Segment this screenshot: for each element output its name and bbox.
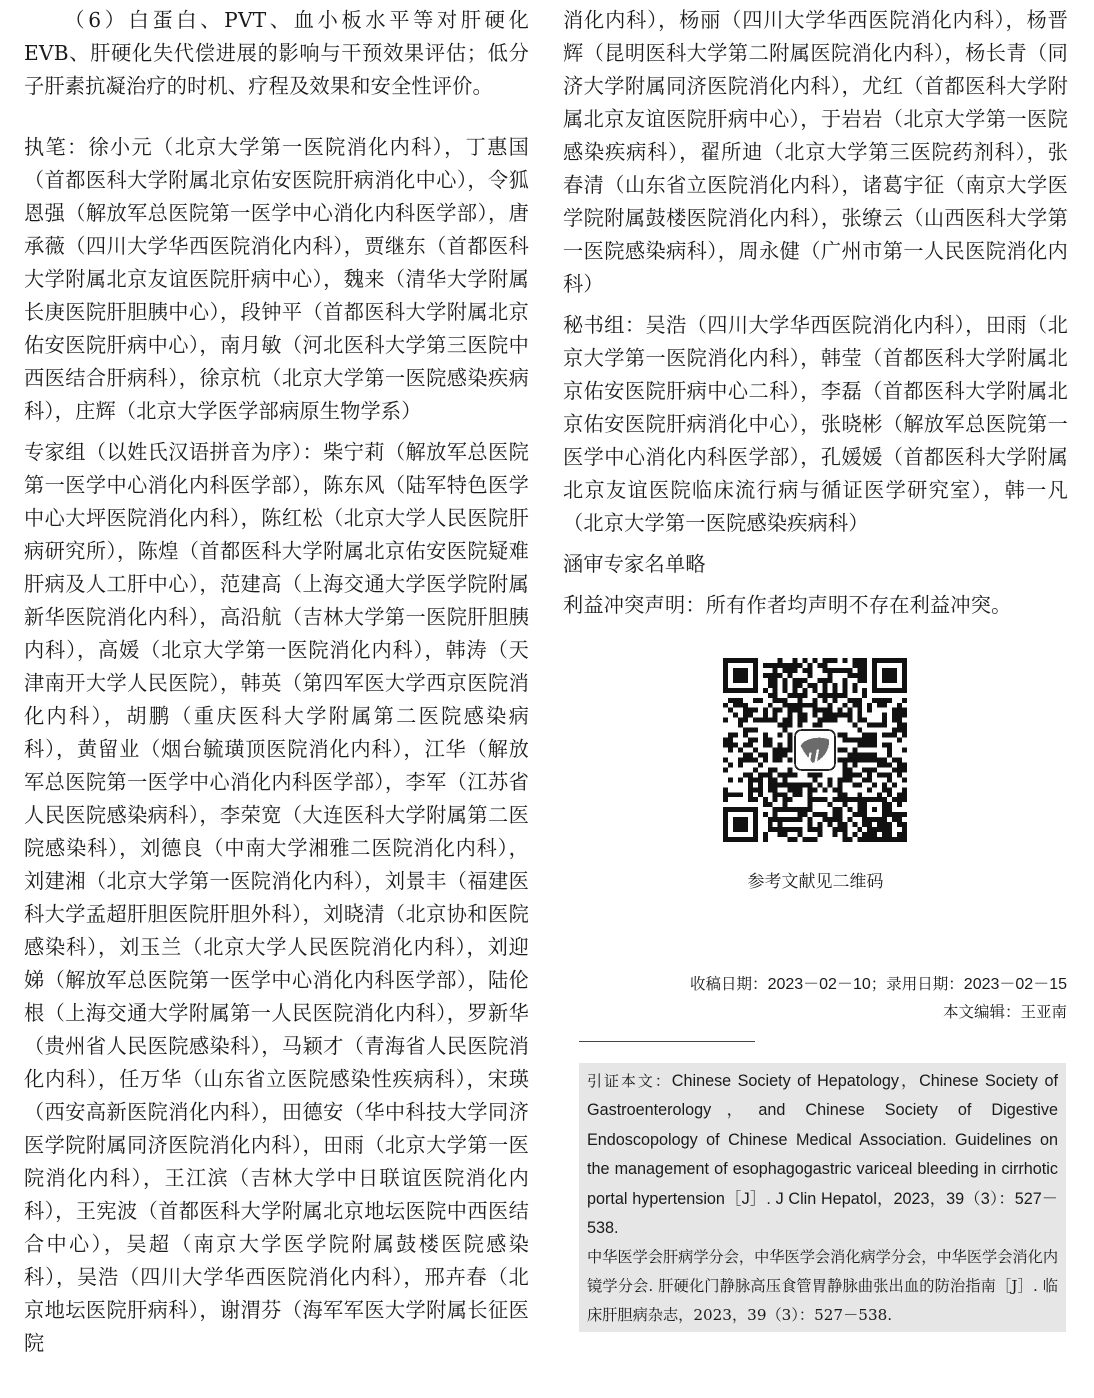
conflict-of-interest: 利益冲突声明：所有作者均声明不存在利益冲突。 xyxy=(563,593,1012,617)
secretary-group-paragraph: 秘书组：吴浩（四川大学华西医院消化内科），田雨（北京大学第一医院消化内科），韩莹（首都医科大学附属北京佑安医院肝病中心二科），李磊（首都医科大学附属北京佑安医院肝病消化中心），张晓彬（解放军总医院第一医学中心消化内科医学部），孔媛媛（首都医科大学附属北京友谊医院临床流行病与循证医学研究室），韩一凡（北京大学第一医院感染疾病科） xyxy=(563,313,1068,535)
qr-code[interactable] xyxy=(723,658,907,842)
citation-label: 引证本文： xyxy=(587,1072,672,1090)
liver-logo-icon xyxy=(795,730,835,770)
writers-paragraph: 执笔：徐小元（北京大学第一医院消化内科），丁惠国（首都医科大学附属北京佑安医院肝病消化中心），令狐恩强（解放军总医院第一医学中心消化内科医学部），唐承薇（四川大学华西医院消化内科），贾继东（首都医科大学附属北京友谊医院肝病中心），魏来（清华大学附属长庚医院肝胆胰中心），段钟平（首都医科大学附属北京佑安医院肝病中心），南月敏（河北医科大学第三医院中西医结合肝病科），徐京杭（北京大学第一医院感染疾病科），庄辉（北京大学医学部病原生物学系） xyxy=(24,135,529,423)
citation-english-text: Chinese Society of Hepatology，Chinese Society of Gastroenterology，and Chinese Society of Digestive Endoscopology of Chinese Medical Association. Guidelines on the management of esophagogastric variceal bleeding in cirrhotic portal hypertension［J］. J Clin Hepatol，2023，39（3）：527－538. xyxy=(587,1072,1058,1238)
citation-english xyxy=(587,1067,1058,1243)
accepted-date: 2023－02－15 xyxy=(963,976,1067,993)
editor-credit: 本文编辑：王亚南 xyxy=(942,1003,1067,1021)
footnote-divider xyxy=(579,1041,755,1042)
received-label: 收稿日期： xyxy=(690,975,768,993)
citation-chinese: 中华医学会肝病学分会，中华医学会消化病学分会，中华医学会消化内镜学分会. 肝硬化门静脉高压食管胃静脉曲张出血的防治指南［J］. 临床肝胆病杂志，2023，39（3）：527－538. xyxy=(587,1248,1058,1325)
citation-box xyxy=(579,1063,1066,1332)
expert-group-continued: 消化内科），杨丽（四川大学华西医院消化内科），杨晋辉（昆明医科大学第二附属医院消化内科），杨长青（同济大学附属同济医院消化内科），尤红（首都医科大学附属北京友谊医院肝病中心），于岩岩（北京大学第一医院感染疾病科），翟所迪（北京大学第三医院药剂科），张春清（山东省立医院消化内科），诸葛宇征（南京大学医学院附属鼓楼医院消化内科），张缭云（山西医科大学第一医院感染病科），周永健（广州市第一人民医院消化内科） xyxy=(563,8,1068,296)
right-column xyxy=(563,4,1068,622)
item-6-paragraph: （6）白蛋白、PVT、血小板水平等对肝硬化EVB、肝硬化失代偿进展的影响与干预效果评估；低分子肝素抗凝治疗的时机、疗程及效果和安全性评价。 xyxy=(24,8,529,98)
expert-group-paragraph: 专家组（以姓氏汉语拼音为序）：柴宁莉（解放军总医院第一医学中心消化内科医学部），陈东风（陆军特色医学中心大坪医院消化内科），陈红松（北京大学人民医院肝病研究所），陈煌（首都医科大学附属北京佑安医院疑难肝病及人工肝中心），范建高（上海交通大学医学院附属新华医院消化内科），高沿航（吉林大学第一医院肝胆胰内科），高媛（北京大学第一医院消化内科），韩涛（天津南开大学人民医院），韩英（第四军医大学西京医院消化内科），胡鹏（重庆医科大学附属第二医院感染病科），黄留业（烟台毓璜顶医院消化内科），江华（解放军总医院第一医学中心消化内科医学部），李军（江苏省人民医院感染病科），李荣宽（大连医科大学附属第二医院感染科），刘德良（中南大学湘雅二医院消化内科），刘建湘（北京大学第一医院消化内科），刘景丰（福建医科大学孟超肝胆医院肝胆外科），刘晓清（北京协和医院感染科），刘玉兰（北京大学人民医院消化内科），刘迎娣（解放军总医院第一医学中心消化内科医学部），陆伦根（上海交通大学附属第一人民医院消化内科），罗新华（贵州省人民医院感染科），马颖才（青海省人民医院消化内科），任万华（山东省立医院感染性疾病科），宋瑛（西安高新医院消化内科），田德安（华中科技大学同济医学院附属同济医院消化内科），田雨（北京大学第一医院消化内科），王江滨（吉林大学中日联谊医院消化内科），王宪波（首都医科大学附属北京地坛医院中西医结合中心），吴超（南京大学医学院附属鼓楼医院感染科），吴浩（四川大学华西医院消化内科），邢卉春（北京地坛医院肝病科），谢渭芬（海军军医大学附属长征医院 xyxy=(24,440,529,1355)
left-column xyxy=(24,4,529,1360)
qr-code-image xyxy=(723,658,907,842)
accepted-label: 录用日期： xyxy=(886,975,964,993)
date-separator: ； xyxy=(870,975,887,993)
received-date: 2023－02－10 xyxy=(767,976,871,993)
reviewers-note: 涵审专家名单略 xyxy=(563,552,706,576)
qr-caption: 参考文献见二维码 xyxy=(747,872,884,892)
submission-dates xyxy=(690,970,1067,999)
